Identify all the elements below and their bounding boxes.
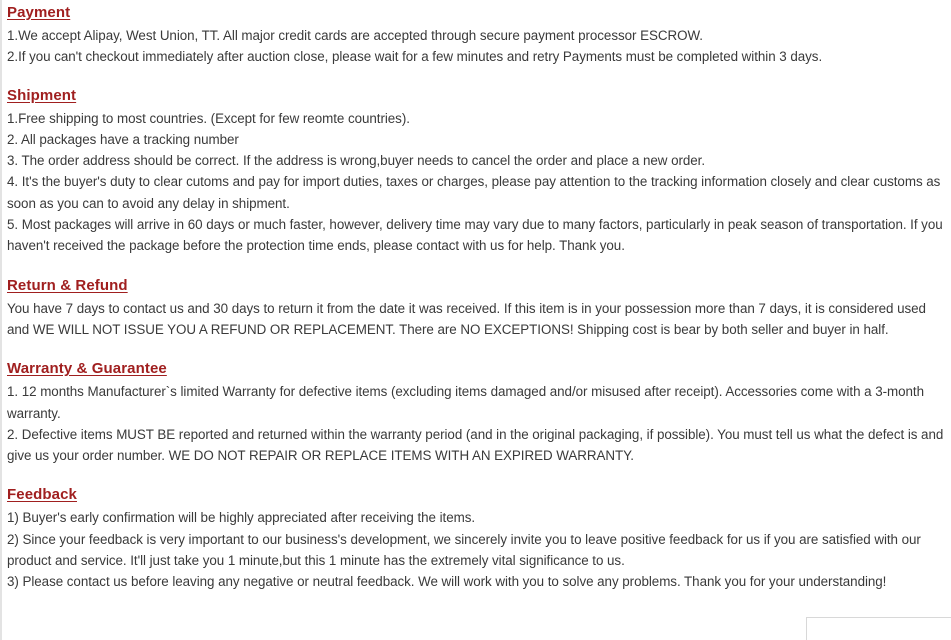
section-payment (7, 3, 947, 68)
section-body-warranty-guarantee (7, 381, 947, 466)
heading-row-return-refund (7, 276, 947, 296)
policy-line: 1. 12 months Manufacturer`s limited Warranty for defective items (excluding items damaged and/or misused after receipt). Accessories come with a 3-month warranty. (7, 384, 924, 421)
policy-line: 1.Free shipping to most countries. (Except for few reomte countries). (7, 110, 410, 126)
section-heading-payment: Payment (7, 4, 71, 21)
section-heading-shipment: Shipment (7, 86, 77, 104)
policy-line: 2. Defective items MUST BE reported and returned within the warranty period (and in the original packaging, if possible). You must tell us what the defect is and give us your order number. WE DO NOT REPAIR OR REPLACE ITEMS WITH AN EXPIRED WARRANTY. (7, 426, 944, 464)
heading-row-shipment (7, 86, 947, 106)
policy-line: 4. It's the buyer's duty to clear cutoms and pay for import duties, taxes or charges, please pay attention to the tracking information closely and clear customs as soon as you can to avoid any delay in shipment. (7, 174, 941, 211)
section-body-return-refund (7, 298, 947, 341)
section-heading-warranty-guarantee: Warranty & Guarantee (7, 360, 167, 378)
policy-line: 3) Please contact us before leaving any negative or neutral feedback. We will work with you to solve any problems. Thank you for your understanding! (7, 574, 887, 590)
section-heading-feedback: Feedback (7, 486, 77, 504)
corner-frame-decoration (806, 617, 951, 640)
policy-content (2, 0, 951, 593)
section-heading-return-refund: Return & Refund (7, 276, 128, 294)
policy-line: 5. Most packages will arrive in 60 days or much faster, however, delivery time may vary due to many factors, particularly in peak season of transportation. If you haven't received the package before the protection time ends, please contact with us for help. Thank you. (7, 217, 943, 254)
policy-line: 2) Since your feedback is very important to our business's development, we sincerely invite you to leave positive feedback for us if you are satisfied with our product and service. It'll just take you 1 minute,but this 1 minute has the extremely vital significance to us. (7, 531, 921, 569)
section-body-shipment (7, 108, 947, 257)
policy-line: 2.If you can't checkout immediately after auction close, please wait for a few minutes and retry Payments must be completed within 3 days. (7, 49, 823, 65)
heading-row-feedback (7, 485, 947, 505)
policy-line: 1) Buyer's early confirmation will be highly appreciated after receiving the items. (7, 510, 476, 526)
section-body-feedback (7, 507, 947, 592)
heading-row-warranty-guarantee (7, 359, 947, 379)
policy-line: 1.We accept Alipay, West Union, TT. All major credit cards are accepted through secure payment processor ESCROW. (7, 28, 703, 43)
section-warranty-guarantee (7, 359, 947, 466)
policy-line: 3. The order address should be correct. If the address is wrong,buyer needs to cancel the order and place a new order. (7, 153, 706, 169)
policy-line: 2. All packages have a tracking number (7, 131, 239, 147)
heading-row-payment (7, 3, 947, 23)
section-feedback (7, 485, 947, 592)
section-return-refund (7, 276, 947, 341)
section-shipment (7, 86, 947, 257)
policy-line: You have 7 days to contact us and 30 days to return it from the date it was received. If this item is in your possession more than 7 days, it is considered used and WE WILL NOT ISSUE YOU A REFUND OR REPLACEMENT. There are NO EXCEPTIONS! Shipping cost is bear by both seller and buyer in half. (7, 300, 926, 337)
section-body-payment (7, 25, 947, 68)
